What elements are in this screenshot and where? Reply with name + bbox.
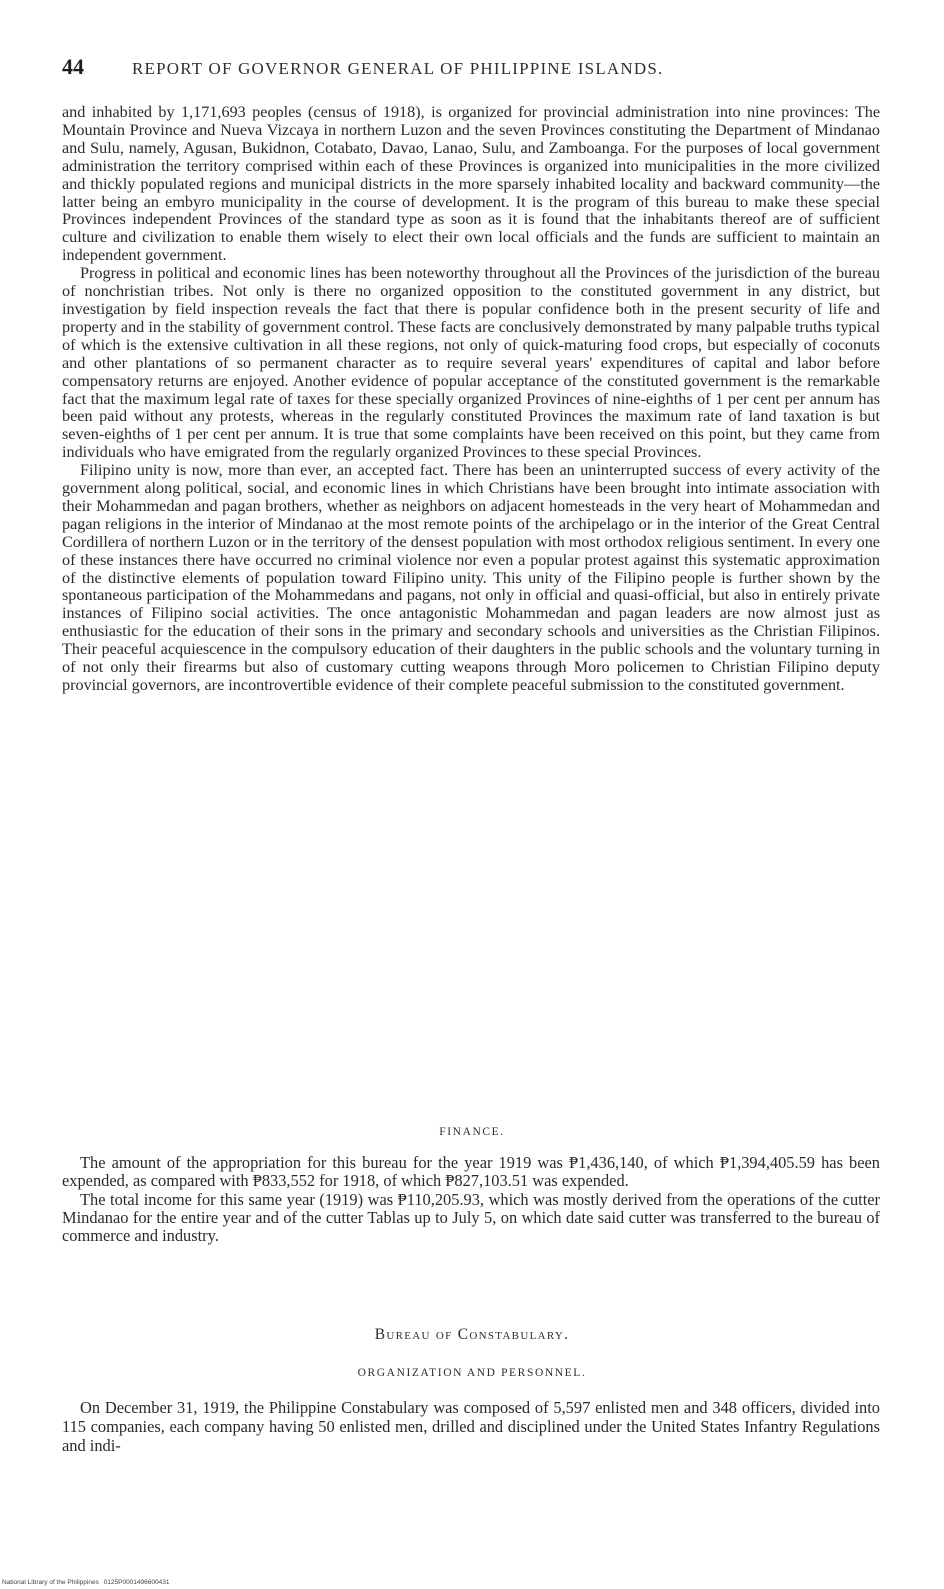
paragraph-appropriation: The amount of the appropriation for this bureau for the year 1919 was ₱1,436,140, of which ₱1,394,405.59 has been expended, as compared with ₱833,552 for 1918, of which ₱827,103.51 was expended. xyxy=(62,1153,880,1191)
subheading-organization: ORGANIZATION AND PERSONNEL. xyxy=(357,1367,587,1379)
page-header xyxy=(62,54,882,84)
paragraph-progress: Progress in political and economic lines has been noteworthy throughout all the Provinces of the jurisdiction of the bureau of nonchristian tribes. Not only is there no organized opposition to the constituted government in any district, but investigation by field inspection reveals the fact that there is popular confidence both in the present security of life and property and in the stability of government control. These facts are conclusively demonstrated by many palpable truths typical of which is the extensive cultivation in all these regions, not only of quick-maturing food crops, but especially of coconuts and other plantations of so permanent character as to require several years' expenditures of capital and labor before compensatory returns are enjoyed. Another evidence of popular acceptance of the constituted government is the remarkable fact that the maximum legal rate of taxes for these specially organized Provinces of nine-eighths of 1 per cent per annum has been paid without any protests, whereas in the regularly constituted Provinces the maximum rate of land taxation is but seven-eighths of 1 per cent per annum. It is true that some complaints have been received on this point, but they came from individuals who have emigrated from the regularly organized Provinces to these special Provinces. xyxy=(62,264,880,462)
section-heading-constabulary: Bureau of Constabulary. xyxy=(374,1326,570,1343)
page-number: 44 xyxy=(62,54,84,79)
constabulary-text-section xyxy=(62,1398,880,1455)
running-title: REPORT OF GOVERNOR GENERAL OF PHILIPPINE ISLANDS. xyxy=(132,59,664,78)
paragraph-constabulary: On December 31, 1919, the Philippine Constabulary was composed of 5,597 enlisted men and 348 officers, divided into 115 companies, each company having 50 enlisted men, drilled and disciplined under the United States Infantry Regulations and indi- xyxy=(62,1398,880,1455)
paragraph-unity: Filipino unity is now, more than ever, an accepted fact. There has been an uninterrupted success of every activity of the government along political, social, and economic lines in which Christians have been brought into intimate association with their Mohammedan and pagan brothers, whether as neighbors on adjacent homesteads in the very heart of Mohammedan and pagan religions in the interior of Mindanao at the most remote points of the archipelago or in the interior of the Great Central Cordillera of northern Luzon or in the territory of the densest population with most orthodox religious sentiment. In every one of these instances there have occurred no criminal violence nor even a popular protest against this systematic approximation of the distinctive elements of population toward Filipino unity. This unity of the Filipino people is further shown by the spontaneous participation of the Mohammedans and pagans, not only in official and quasi-official, but also in entirely private instances of Filipino social activities. The once antagonistic Mohammedan and pagan leaders are now almost just as enthusiastic for the education of their sons in the primary and secondary schools and universities as the Christian Filipinos. Their peaceful acquiescence in the compulsory education of their daughters in the public schools and the voluntary turning in of not only their firearms but also of customary cutting weapons through Moro policemen to Christian Filipino deputy provincial governors, are incontrovertible evidence of their complete peaceful submission to the constituted government. xyxy=(62,461,880,694)
footer-library: National Library of the Philippines xyxy=(2,1579,99,1586)
main-text-section xyxy=(62,104,880,695)
scan-footer xyxy=(2,1579,172,1586)
section-heading-finance: FINANCE. xyxy=(439,1126,505,1138)
paragraph-provinces: and inhabited by 1,171,693 peoples (census of 1918), is organized for provincial administration into nine provinces: The Mountain Province and Nueva Vizcaya in northern Luzon and the seven Provinces constituting the Department of Mindanao and Sulu, namely, Agusan, Bukidnon, Cotabato, Davao, Lanao, Sulu, and Zamboanga. For the purposes of local government administration the territory comprised within each of these Provinces is organized into municipalities in the more civilized and thickly populated regions and municipal districts in the more sparsely inhabited locality and backward community—the latter being an embyro municipality in the course of development. It is the program of this bureau to make these special Provinces independent Provinces of the standard type as soon as it is found that the inhabitants thereof are of sufficient culture and civilization to enable them wisely to elect their own local officials and the funds are sufficient to maintain an independent government. xyxy=(62,103,880,265)
paragraph-income: The total income for this same year (1919) was ₱110,205.93, which was mostly derived from the operations of the cutter Mindanao for the entire year and of the cutter Tablas up to July 5, on which date said cutter was transferred to the bureau of commerce and industry. xyxy=(62,1189,880,1246)
footer-identifier: 0125P0001496600431 xyxy=(103,1579,170,1586)
finance-text-section xyxy=(62,1154,880,1245)
